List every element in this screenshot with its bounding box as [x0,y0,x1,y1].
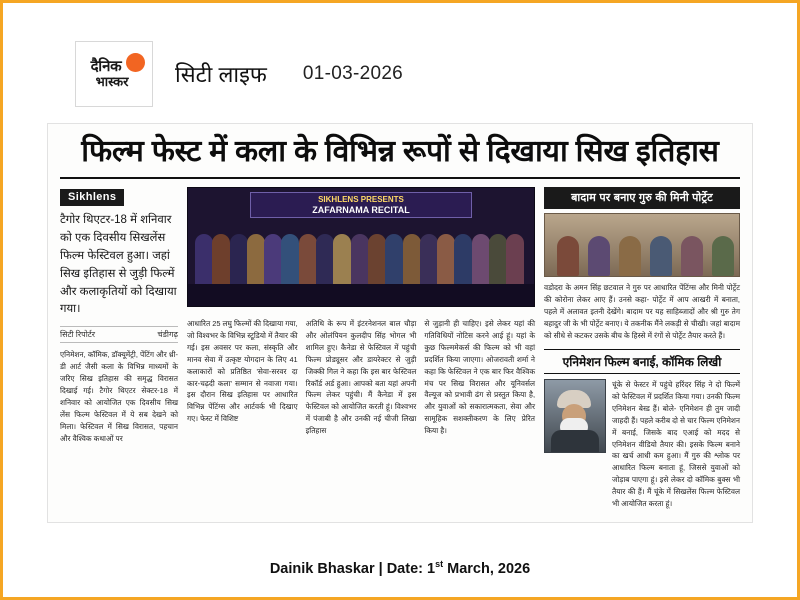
sidebar-subheadline: एनिमेशन फिल्म बनाई, कॉमिक लिखी [544,349,740,374]
banner-line-1: SIKHLENS PRESENTS [318,195,404,205]
group-photo [187,187,535,307]
byline-reporter: सिटी रिपोर्टर [60,330,96,340]
logo-line-1: दैनिक [90,58,122,76]
byline-city: चंडीगढ़ [157,330,178,340]
photo-people [188,212,534,288]
sidebar-headline: बादाम पर बनाए गुरु की मिनी पोर्ट्रेट [544,187,740,209]
middle-text-columns [187,313,535,436]
column-left [60,187,178,509]
source-caption-tail: March, 2026 [443,561,531,577]
page-inner [3,3,797,597]
person-portrait-photo [544,379,606,453]
header-date: 01-03-2026 [302,63,404,84]
clipping-header [47,31,753,117]
kicker-badge: Sikhlens [60,189,124,206]
lead-paragraph: टैगोर थिएटर-18 में शनिवार को एक दिवसीय सिखलेंस फिल्म फेस्टिवल हुआ। जहां सिख इतिहास से जुड़ी फिल्में और कलाकृतियों को दिखाया गया। [60,214,177,316]
sidebar-second-story [544,379,740,509]
torso-shape [551,430,599,452]
source-caption [3,559,797,577]
newspaper-clipping [47,123,753,523]
sun-icon [126,53,145,72]
sidebar-body-text: वडोदरा के अमन सिंह छटवाल ने गुरु पर आधारित पेंटिंग्स और मिनी पोर्ट्रेट की कोरोना लेकर आए हैं। उनसे कहा- पोर्ट्रेट में आप आखरी में बनाता, पहले में अलावत इतनी देखेंगे। बादाम पर यह साहिब्जादों और श्री गुरु तेग बहादुर जी के भी पोर्ट्रेट बनाए। ये तकनीक मैंने लकड़ी से चीखी। जहां बादाम को सीधे से कटकर उसके बीच के हिस्से में रंगों से पोर्ट्रेट तैयार करते हैं। [544,283,740,341]
byline [60,326,178,343]
section-title: सिटी लाइफ [175,62,267,87]
photo-stage [188,284,534,306]
middle-col-2: अतिथि के रूप में इंटरनेशनल बाल चौड़ा और ओलंपियन कुलदीप सिंह भोगल भी शामिल हुए। कैनेडा से फेस्टिवल में पहुंची फिल्म प्रोड्यूसर और डायरेक्टर से जुड़ी जिक्की गिल ने कहा कि इस बार फेस्टिवल रिकॉर्ड अर्ड हुआ। आपको बता यहां अपनी फिल्म लेकर पहुंची। मैं कैनेडा में इस फेस्टिवल को आयोजित करती हूं। विश्वभर में पंजाबी है और उनकी नई चीजी लिखा इतिहास [305,319,417,435]
middle-col-1: आधारित 25 लघु फिल्मों की दिखाया गया, जो विश्वभर के विभिन्न स्टूडियो में तैयार की गई। इस अवसर पर कला, संस्कृति और मानव सेवा में उत्कृष्ट योगदान के लिए 41 कलाकारों को प्रतिष्ठित 'सेवा-सरवर दा कार-चढ़दी कला' सम्मान से नवाजा गया। इस दौरान सिख इतिहास पर आधारित विभिन्न पेंटिंग्स और आर्टवर्क भी दिखाए गए। फेस्ट में विशिष्ट [187,319,298,424]
banner-line-2: ZAFARNAMA RECITAL [312,205,410,216]
logo-line-2: भास्कर [95,74,129,90]
sidebar-second-body: चूंके से फेस्टर में पहुंचे हरिंदर सिंह ने दो फिल्में को फेस्टिवल में प्रदर्शित किया गया। उनकी फिल्म एनिमेशन बेस्ड हैं। बोले- एनिमेशन ही तुम जादी जाहदी हैं। पहले करीब दो से चार फिल्म एनिमेशन में बनाई, जिसके बाद एआई को मदद से एनिमेशन वीडियो तैयार की। इसके फिल्म बनाने का खर्च आधी कम हुआ। मैं गुरु की श्लोक पर आधारित फिल्म बनाता हूं, जिससे युवाओं को जोड़ाब पाएगा हूं। इसे लेकर दो कॉमिक बुक्स भी तैयार की हैं। मैं चूंके में सिखलेंस फिल्म फेस्टिवल भी आयोजित करता हूं। [612,380,740,508]
source-caption-main: Dainik Bhaskar | Date: 1 [269,561,436,577]
left-body-text: एनिमेशन, कॉमिक, डॉक्यूमेंट्री, पेंटिंग और थ्री-डी आर्ट जैसी कला के विभिन्न माध्यमों के जरिए सिख इतिहास की समृद्ध विरासत दिखाई गई। टैगोर थिएटर सेक्टर-18 में शनिवार को आयोजित एक दिवसीय सिख लेंस फिल्म फेस्टिवल में ये सब देखने को मिला। फेस्टिवल में सिख विरासत, पहचान और वैश्विक कथाओं पर [60,350,178,444]
column-right [544,187,740,509]
headline: फिल्म फेस्ट में कला के विभिन्न रूपों से दिखाया सिख इतिहास [60,134,740,179]
dainik-bhaskar-logo [75,41,153,107]
middle-col-3: से जुड़ानी ही चाहिए। इसे लेकर यहां की गतिविधियों नोटिस करने आई हूं। यहां के कुछ फिल्ममेकर्स की फिल्म को भी वहां प्रदर्शित किया जाएगा। ओजरावती शर्मा ने कहा कि फेस्टिवल ने एक बार फिर वैश्विक मंच पर सिख विरासत और यूनिवर्सल वैल्यूज को प्रभावी ढंग से प्रस्तुत किया है, और युवाओं को सकारात्मकता, सेवा और सामूहिक सशक्तीकरण के लिए प्रेरित किया है। [424,319,536,435]
clipping-columns [60,187,740,509]
column-middle [187,187,535,509]
almond-portrait-photo [544,213,740,277]
source-caption-sup: st [435,559,444,570]
